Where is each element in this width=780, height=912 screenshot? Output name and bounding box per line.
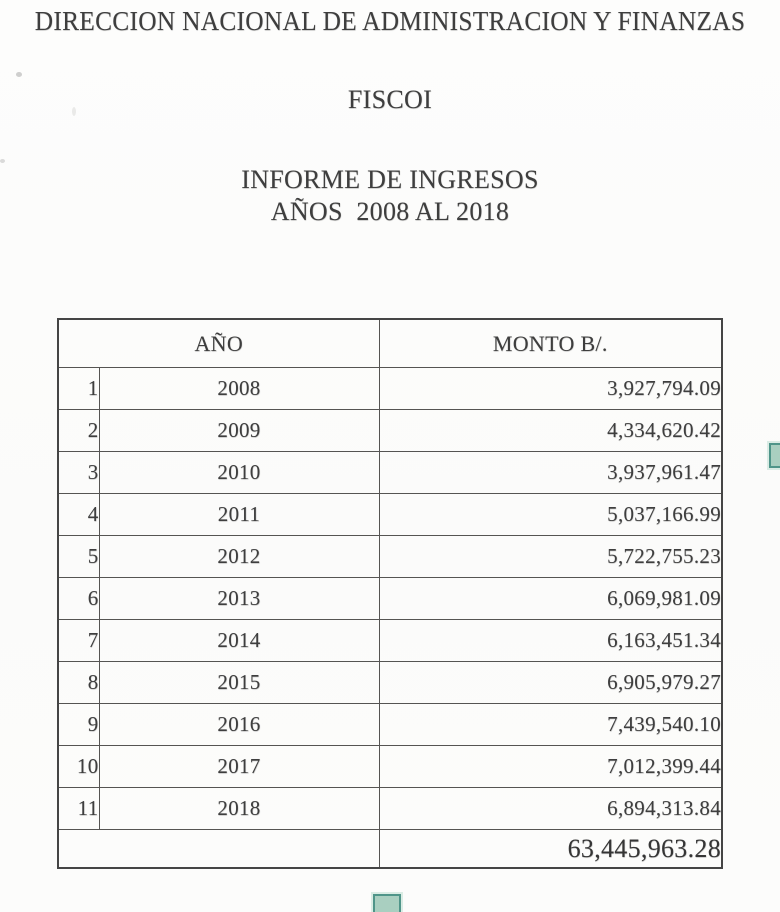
amount-cell: 6,163,451.34 <box>379 620 722 662</box>
report-period: AÑOS 2008 AL 2018 <box>270 197 510 226</box>
table-row <box>58 452 722 494</box>
table-row <box>58 368 722 410</box>
row-number-cell: 3 <box>58 452 99 494</box>
year-cell: 2013 <box>99 578 379 620</box>
table-row <box>58 620 722 662</box>
year-cell: 2008 <box>99 368 379 410</box>
amount-cell: 6,905,979.27 <box>379 662 722 704</box>
table-row <box>58 410 722 452</box>
row-number-cell: 6 <box>58 578 99 620</box>
col-header-amount: MONTO B/. <box>379 319 722 368</box>
year-cell: 2011 <box>99 494 379 536</box>
amount-cell: 6,069,981.09 <box>379 578 722 620</box>
table-row <box>58 578 722 620</box>
row-number-cell: 8 <box>58 662 99 704</box>
year-cell: 2009 <box>99 410 379 452</box>
row-number-cell: 10 <box>58 746 99 788</box>
table-row <box>58 746 722 788</box>
year-cell: 2018 <box>99 788 379 830</box>
table-row <box>58 494 722 536</box>
scan-speck <box>0 159 5 163</box>
row-number-cell: 2 <box>58 410 99 452</box>
table-row <box>58 662 722 704</box>
year-cell: 2010 <box>99 452 379 494</box>
table-body <box>58 368 722 830</box>
amount-cell: 6,894,313.84 <box>379 788 722 830</box>
teal-square-marker-right <box>769 443 780 468</box>
amount-cell: 7,439,540.10 <box>379 704 722 746</box>
amount-cell: 3,937,961.47 <box>379 452 722 494</box>
year-cell: 2016 <box>99 704 379 746</box>
total-row <box>58 830 722 869</box>
year-cell: 2012 <box>99 536 379 578</box>
scan-speck <box>16 72 22 77</box>
income-table <box>57 318 723 869</box>
row-number-cell: 9 <box>58 704 99 746</box>
amount-cell: 7,012,399.44 <box>379 746 722 788</box>
table-header-row <box>58 319 722 368</box>
table-row <box>58 788 722 830</box>
year-cell: 2015 <box>99 662 379 704</box>
year-cell: 2014 <box>99 620 379 662</box>
amount-cell: 5,722,755.23 <box>379 536 722 578</box>
report-title: INFORME DE INGRESOS <box>241 165 539 194</box>
department-name: FISCOI <box>347 85 433 114</box>
row-number-cell: 7 <box>58 620 99 662</box>
row-number-cell: 1 <box>58 368 99 410</box>
col-header-year: AÑO <box>58 319 379 368</box>
total-amount: 63,445,963.28 <box>379 830 722 869</box>
row-number-cell: 4 <box>58 494 99 536</box>
document-title: DIRECCION NACIONAL DE ADMINISTRACION Y FINANZAS <box>34 6 746 36</box>
amount-cell: 4,334,620.42 <box>379 410 722 452</box>
amount-cell: 5,037,166.99 <box>379 494 722 536</box>
row-number-cell: 11 <box>58 788 99 830</box>
year-cell: 2017 <box>99 746 379 788</box>
total-row-spacer <box>58 830 379 869</box>
table-row <box>58 536 722 578</box>
row-number-cell: 5 <box>58 536 99 578</box>
table-row <box>58 704 722 746</box>
scan-speck <box>72 107 76 116</box>
teal-square-marker-bottom <box>373 894 401 912</box>
amount-cell: 3,927,794.09 <box>379 368 722 410</box>
